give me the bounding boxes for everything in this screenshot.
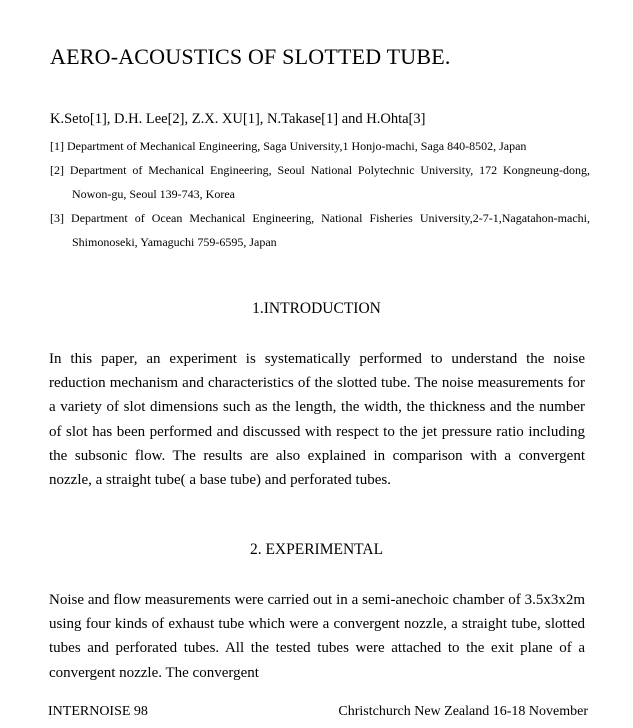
- affiliation-list: [50, 134, 590, 254]
- section-heading-introduction: 1.INTRODUCTION: [252, 300, 381, 317]
- footer-location-date: Christchurch New Zealand 16-18 November: [338, 704, 588, 719]
- section-heading-experimental: 2. EXPERIMENTAL: [249, 541, 384, 558]
- section-text-introduction: In this paper, an experiment is systematically performed to understand the noise reduction mechanism and characteristics of the slotted tube. The noise measurements for a variety of slot dimensions such as the length, the width, the thickness and the number of slot has been performed and discussed with respect to the jet pressure ratio including the subsonic flow. The results are also explained in comparison with a convergent nozzle, a straight tube( a base tube) and perforated tubes.: [49, 351, 585, 489]
- affiliation-1: [1] Department of Mechanical Engineering, Saga University,1 Honjo-machi, Saga 840-8502, Japan: [50, 139, 527, 153]
- paper-title: AERO-ACOUSTICS OF SLOTTED TUBE.: [50, 44, 451, 69]
- author-list: K.Seto[1], D.H. Lee[2], Z.X. XU[1], N.Takase[1] and H.Ohta[3]: [50, 111, 426, 127]
- section-text-experimental: Noise and flow measurements were carried out in a semi-anechoic chamber of 3.5x3x2m using four kinds of exhaust tube which were a convergent nozzle, a straight tube, slotted tubes and perforated tubes. All the tested tubes were attached to the exit plane of a convergent nozzle. The convergent: [49, 592, 585, 681]
- footer-conference: INTERNOISE 98: [48, 704, 148, 719]
- affiliation-3: [3] Department of Ocean Mechanical Engineering, National Fisheries University,2-7-1,Nagatahon-machi, Shimonoseki, Yamaguchi 759-6595, Japan: [50, 211, 590, 249]
- affiliation-2: [2] Department of Mechanical Engineering, Seoul National Polytechnic University, 172 Kongneung-dong, Nowon-gu, Seoul 139-743, Korea: [50, 163, 590, 201]
